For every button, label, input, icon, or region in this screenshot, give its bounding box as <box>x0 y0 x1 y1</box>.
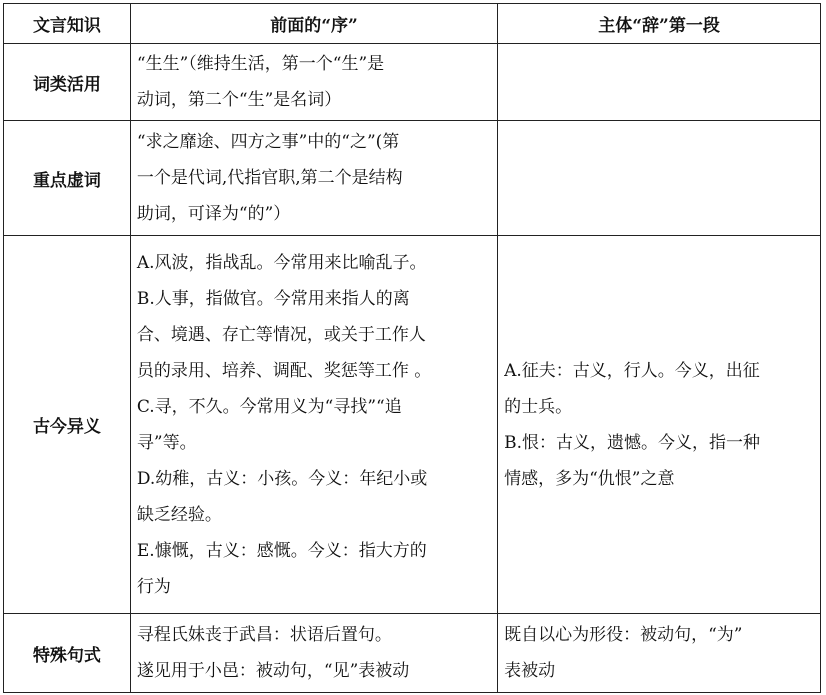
cell-preface <box>130 44 497 121</box>
table-row <box>4 121 821 236</box>
cell-main-text <box>498 614 821 693</box>
cell-line: 缺乏经验。 <box>136 504 222 525</box>
cell-line: E.慷慨，古义：感慨。今义：指大方的 <box>136 540 427 561</box>
table-row <box>4 614 821 693</box>
header-row <box>4 4 821 44</box>
cell-line: A.征夫：古义，行人。今义，出征 <box>504 360 760 381</box>
cell-line: 遂见用于小邑：被动句，“见”表被动 <box>136 661 410 681</box>
cell-main-text <box>498 121 821 236</box>
cell-line: 既自以心为形役：被动句，“为” <box>504 625 743 645</box>
cell-preface <box>130 614 497 693</box>
cell-preface <box>130 236 497 614</box>
cell-line: 动词，第二个“生”是名词） <box>136 90 342 110</box>
cell-preface <box>130 121 497 236</box>
cell-line: 员的录用、培养、调配、奖惩等工作 。 <box>136 360 432 381</box>
cell-line: 行为 <box>136 576 171 597</box>
row-label-word-class: 词类活用 <box>4 44 131 121</box>
cell-main-text <box>498 44 821 121</box>
header-main-text: 主体“辞”第一段 <box>498 4 821 44</box>
header-preface: 前面的“序” <box>130 4 497 44</box>
cell-line: “生生”（维持生活，第一个“生”是 <box>136 54 385 74</box>
cell-line: 一个是代词,代指官职,第二个是结构 <box>136 168 403 188</box>
row-label-function-words: 重点虚词 <box>4 121 131 236</box>
cell-line: 的士兵。 <box>504 396 573 417</box>
row-label-ancient-modern: 古今异义 <box>4 236 131 614</box>
cell-line: D.幼稚，古义：小孩。今义：年纪小或 <box>136 468 428 489</box>
knowledge-table <box>3 3 821 693</box>
table-row <box>4 44 821 121</box>
cell-line: A.风波，指战乱。今常用来比喻乱子。 <box>136 252 427 273</box>
cell-line: “求之靡途、四方之事”中的“之”(第 <box>136 132 400 152</box>
row-label-special-sentences: 特殊句式 <box>4 614 131 693</box>
cell-line: B.恨：古义，遗憾。今义，指一种 <box>504 432 761 453</box>
cell-main-text <box>498 236 821 614</box>
header-knowledge: 文言知识 <box>4 4 131 44</box>
cell-line: 表被动 <box>504 661 556 681</box>
cell-line: 助词，可译为“的”） <box>136 204 291 224</box>
cell-line: 寻”等。 <box>136 432 197 453</box>
cell-line: 情感，多为“仇恨”之意 <box>504 468 675 489</box>
cell-line: 寻程氏妹丧于武昌：状语后置句。 <box>136 625 392 645</box>
cell-line: B.人事，指做官。今常用来指人的离 <box>136 288 410 309</box>
cell-line: C.寻，不久。今常用义为“寻找”“追 <box>136 396 402 417</box>
cell-line: 合、境遇、存亡等情况，或关于工作人 <box>136 324 426 345</box>
table-row <box>4 236 821 614</box>
